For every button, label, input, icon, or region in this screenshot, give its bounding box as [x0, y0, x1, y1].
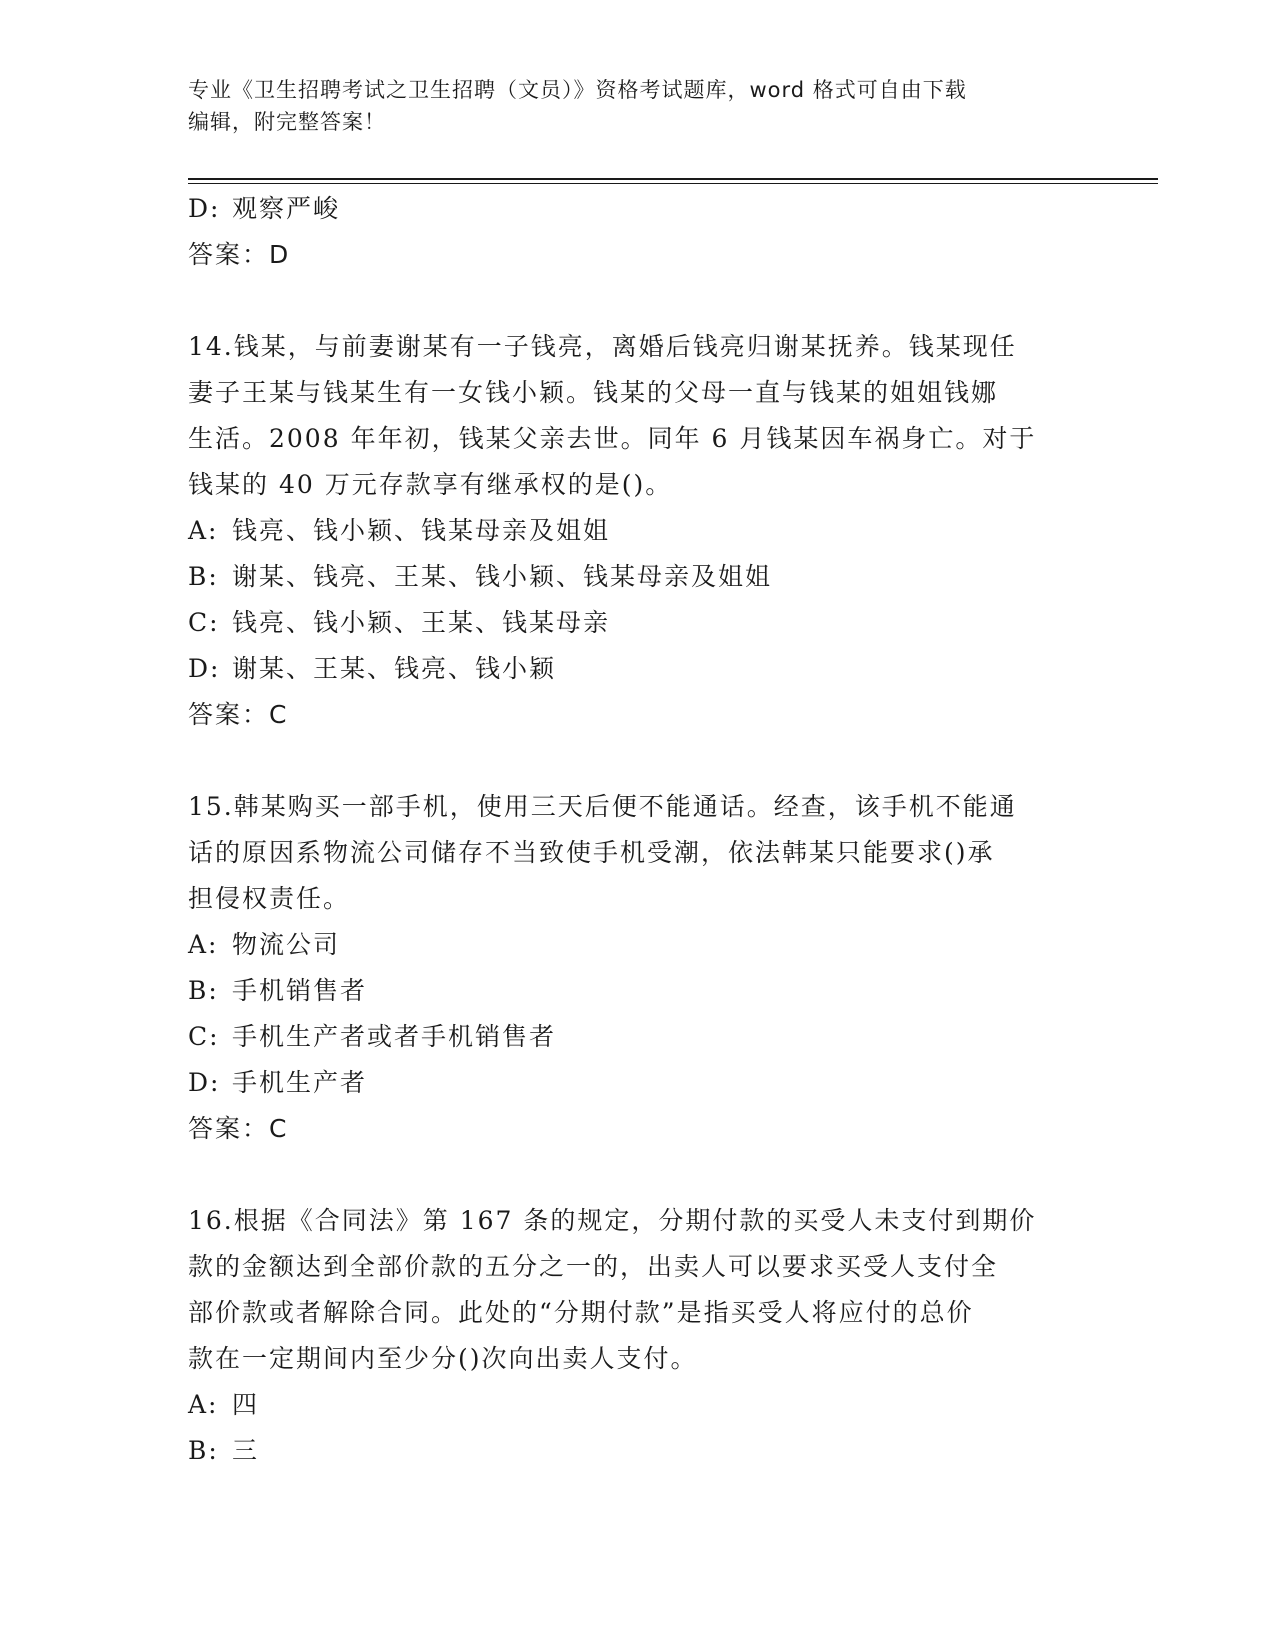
option-letter: D: [188, 1068, 221, 1097]
header-line-2: 编辑，附完整答案！ [188, 110, 386, 134]
option-text: 手机生产者 [232, 1068, 368, 1097]
question-text-line: 款在一定期间内至少分()次向出卖人支付。 [188, 1344, 698, 1373]
question-14 [188, 324, 1088, 738]
spacer [188, 278, 1088, 324]
question-text-line: 部价款或者解除合同。此处的“分期付款”是指买受人将应付的总价 [188, 1298, 974, 1327]
option-text: 钱亮、钱小颖、钱某母亲及姐姐 [232, 516, 611, 545]
question-text-line: 14.钱某，与前妻谢某有一子钱亮，离婚后钱亮归谢某抚养。钱某现任 [188, 332, 1017, 361]
question-content [188, 186, 1088, 1474]
question-16 [188, 1198, 1088, 1474]
option-text: 三 [232, 1436, 260, 1465]
answer-line: 答案：C [188, 1114, 289, 1143]
spacer [188, 738, 1088, 784]
option-row [188, 600, 1088, 646]
option-text: 谢某、钱亮、王某、钱小颖、钱某母亲及姐姐 [232, 562, 773, 591]
option-row [188, 554, 1088, 600]
option-text: 钱亮、钱小颖、王某、钱某母亲 [232, 608, 611, 637]
option-text: 手机销售者 [232, 976, 368, 1005]
option-row [188, 186, 1088, 232]
question-text-line: 担侵权责任。 [188, 884, 351, 913]
option-letter: C: [188, 1022, 220, 1051]
option-row [188, 922, 1088, 968]
option-text: 手机生产者或者手机销售者 [232, 1022, 557, 1051]
question-text-line: 生活。2008 年年初，钱某父亲去世。同年 6 月钱某因车祸身亡。对于 [188, 424, 1037, 453]
spacer [188, 1152, 1088, 1198]
document-header [188, 74, 1088, 138]
option-row [188, 1060, 1088, 1106]
option-letter: A: [188, 516, 219, 545]
answer-line: 答案：C [188, 700, 289, 729]
option-letter: B: [188, 1436, 219, 1465]
option-letter: C: [188, 608, 220, 637]
option-letter: B: [188, 976, 219, 1005]
option-text: 四 [232, 1390, 260, 1419]
option-row [188, 1382, 1088, 1428]
question-text-line: 话的原因系物流公司储存不当致使手机受潮，依法韩某只能要求()承 [188, 838, 995, 867]
answer-line: 答案：D [188, 240, 291, 269]
header-line-1: 专业《卫生招聘考试之卫生招聘（文员）》资格考试题库，word 格式可自由下载 [188, 78, 967, 102]
option-row [188, 646, 1088, 692]
option-letter: A: [188, 930, 219, 959]
option-row [188, 968, 1088, 1014]
option-row [188, 1014, 1088, 1060]
option-row [188, 1428, 1088, 1474]
option-text: 物流公司 [232, 930, 341, 959]
question-15 [188, 784, 1088, 1152]
option-text: 谢某、王某、钱亮、钱小颖 [232, 654, 557, 683]
question-text-line: 妻子王某与钱某生有一女钱小颖。钱某的父母一直与钱某的姐姐钱娜 [188, 378, 999, 407]
header-divider-thin [188, 183, 1158, 184]
option-text: 观察严峻 [232, 194, 341, 223]
option-letter: A: [188, 1390, 219, 1419]
header-divider-thick [188, 178, 1158, 180]
question-text-line: 16.根据《合同法》第 167 条的规定，分期付款的买受人未支付到期价 [188, 1206, 1037, 1235]
option-letter: D: [188, 194, 221, 223]
option-letter: D: [188, 654, 221, 683]
option-row [188, 508, 1088, 554]
question-text-line: 款的金额达到全部价款的五分之一的，出卖人可以要求买受人支付全 [188, 1252, 999, 1281]
option-letter: B: [188, 562, 219, 591]
question-text-line: 钱某的 40 万元存款享有继承权的是()。 [188, 470, 673, 499]
question-text-line: 15.韩某购买一部手机，使用三天后便不能通话。经查，该手机不能通 [188, 792, 1017, 821]
